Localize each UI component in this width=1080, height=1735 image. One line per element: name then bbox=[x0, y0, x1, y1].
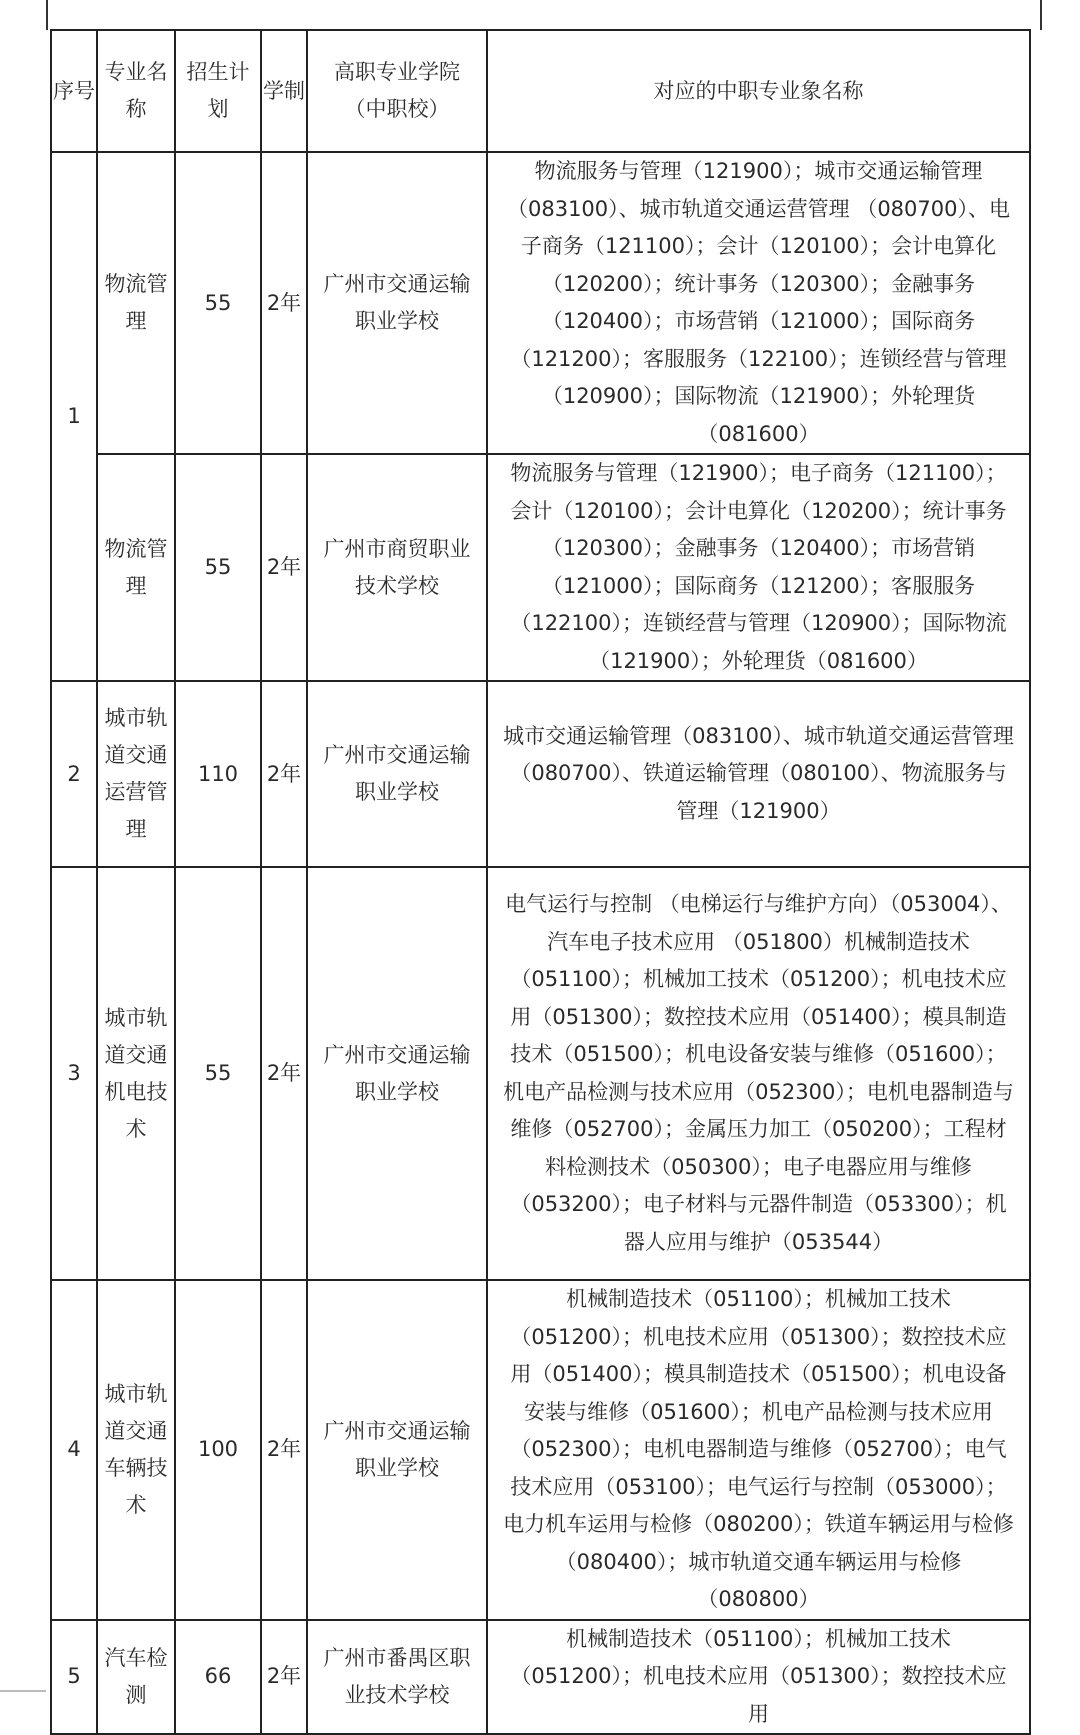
header-major: 专业名称 bbox=[97, 30, 175, 152]
cell-school: 广州市交通运输职业学校 bbox=[307, 681, 487, 867]
cell-corresponding: 城市交通运输管理（083100）、城市轨道交通运营管理 （080700）、铁道运输管理（080100）、物流服务与管理（121900） bbox=[487, 681, 1030, 867]
table-row bbox=[51, 681, 1030, 867]
cell-seq: 4 bbox=[51, 1280, 97, 1620]
cell-plan: 55 bbox=[175, 454, 261, 681]
cell-years: 2年 bbox=[261, 681, 307, 867]
table-row bbox=[51, 1280, 1030, 1620]
cell-corresponding: 电气运行与控制 （电梯运行与维护方向）（053004）、汽车电子技术应用 （051800）机械制造技术（051100）；机械加工技术（051200）；机电技术应用（051300）；数控技术应用（051400）；模具制造技术（051500）；机电设备安装与维修（051600）；机电产品检测与技术应用（052300）；电机电器制造与维修（052700）；金属压力加工（050200）；工程材料检测技术（050300）；电子电器应用与维修（053200）；电子材料与元器件制造（053300）；机器人应用与维护（053544） bbox=[487, 867, 1030, 1280]
cell-school: 广州市商贸职业技术学校 bbox=[307, 454, 487, 681]
cell-school: 广州市交通运输职业学校 bbox=[307, 1280, 487, 1620]
table-header-row bbox=[51, 30, 1030, 152]
cell-seq: 2 bbox=[51, 681, 97, 867]
table-row bbox=[51, 152, 1030, 454]
cell-plan: 66 bbox=[175, 1620, 261, 1735]
cell-school: 广州市交通运输职业学校 bbox=[307, 152, 487, 454]
cell-corresponding: 机械制造技术（051100）；机械加工技术（051200）；机电技术应用（051300）；数控技术应用 bbox=[487, 1620, 1030, 1735]
table-row bbox=[51, 867, 1030, 1280]
cell-years: 2年 bbox=[261, 152, 307, 454]
cell-major: 城市轨道交通车辆技术 bbox=[97, 1280, 175, 1620]
cell-plan: 55 bbox=[175, 867, 261, 1280]
header-seq: 序号 bbox=[51, 30, 97, 152]
cell-plan: 55 bbox=[175, 152, 261, 454]
table-row bbox=[51, 454, 1030, 681]
cell-years: 2年 bbox=[261, 1280, 307, 1620]
enrollment-table bbox=[50, 29, 1031, 1735]
table-row bbox=[51, 1620, 1030, 1735]
cell-years: 2年 bbox=[261, 454, 307, 681]
cell-major: 汽车检测 bbox=[97, 1620, 175, 1735]
page-edge-left bbox=[46, 0, 48, 30]
header-plan: 招生计划 bbox=[175, 30, 261, 152]
cell-plan: 100 bbox=[175, 1280, 261, 1620]
cell-corresponding: 机械制造技术（051100）；机械加工技术（051200）；机电技术应用（051300）；数控技术应用（051400）；模具制造技术（051500）；机电设备安装与维修（051600）；机电产品检测与技术应用（052300）；电机电器制造与维修（052700）；电气技术应用（053100）；电气运行与控制（053000）；电力机车运用与检修（080200）；铁道车辆运用与检修（080400）；城市轨道交通车辆运用与检修（080800） bbox=[487, 1280, 1030, 1620]
cell-seq: 3 bbox=[51, 867, 97, 1280]
cell-years: 2年 bbox=[261, 867, 307, 1280]
cell-school: 广州市番禺区职业技术学校 bbox=[307, 1620, 487, 1735]
cell-years: 2年 bbox=[261, 1620, 307, 1735]
cell-seq: 5 bbox=[51, 1620, 97, 1735]
header-years: 学制 bbox=[261, 30, 307, 152]
header-school: 高职专业学院（中职校） bbox=[307, 30, 487, 152]
cell-seq: 1 bbox=[51, 152, 97, 681]
header-corresponding: 对应的中职专业象名称 bbox=[487, 30, 1030, 152]
page-edge-right bbox=[1040, 0, 1042, 30]
cell-major: 城市轨道交通机电技术 bbox=[97, 867, 175, 1280]
page-edge-bottom bbox=[0, 1690, 46, 1692]
cell-corresponding: 物流服务与管理（121900）；电子商务（121100）；会计（120100）；会计电算化（120200）；统计事务（120300）；金融事务（120400）；市场营销（121000）；国际商务（121200）；客服服务（122100）；连锁经营与管理（120900）；国际物流（121900）；外轮理货（081600） bbox=[487, 454, 1030, 681]
cell-major: 城市轨道交通运营管理 bbox=[97, 681, 175, 867]
cell-plan: 110 bbox=[175, 681, 261, 867]
cell-major: 物流管理 bbox=[97, 454, 175, 681]
cell-corresponding: 物流服务与管理（121900）；城市交通运输管理（083100）、城市轨道交通运营管理 （080700）、电子商务（121100）；会计（120100）；会计电算化（120200）；统计事务（120300）；金融事务（120400）；市场营销（121000）；国际商务（121200）；客服服务（122100）；连锁经营与管理（120900）；国际物流（121900）；外轮理货（081600） bbox=[487, 152, 1030, 454]
cell-major: 物流管理 bbox=[97, 152, 175, 454]
cell-school: 广州市交通运输职业学校 bbox=[307, 867, 487, 1280]
